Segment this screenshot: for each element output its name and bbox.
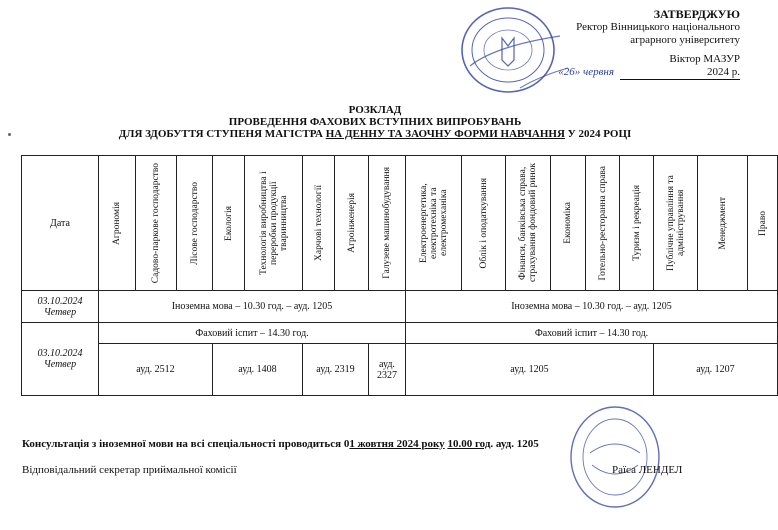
date-header: Дата xyxy=(22,156,99,291)
column-header: Електроенергетика, електротехніка та електромеханіка xyxy=(406,156,462,291)
consult-post: . ауд. 1205 xyxy=(490,438,539,450)
column-header: Публічне управління та адміністрування xyxy=(654,156,698,291)
secretary-role: Відповідальний секретар приймальної комісії xyxy=(22,464,237,476)
column-header: Туризм і рекреація xyxy=(620,156,654,291)
consult-time: 10.00 год xyxy=(447,438,491,450)
title-line3-underlined: НА ДЕННУ ТА ЗАОЧНУ ФОРМИ НАВЧАННЯ xyxy=(325,128,565,140)
title-line3-pre: ДЛЯ ЗДОБУТТЯ СТУПЕНЯ МАГІСТРА xyxy=(118,128,326,140)
row2-date-value: 03.10.2024 xyxy=(37,348,83,359)
document-title xyxy=(60,104,690,140)
room-cell: ауд. 1205 xyxy=(406,344,654,396)
title-line1: РОЗКЛАД xyxy=(348,104,402,116)
row1-right-text: Іноземна мова – 10.30 год. – xyxy=(511,301,631,312)
column-header: Фінанси, банківська справа, страхування фондовий ринок xyxy=(506,156,551,291)
column-header: Агрономія xyxy=(99,156,136,291)
column-header: Менеджмент xyxy=(698,156,748,291)
title-line2: ПРОВЕДЕННЯ ФАХОВИХ ВСТУПНИХ ВИПРОБУВАНЬ xyxy=(228,116,522,128)
consultation-note xyxy=(22,438,539,450)
consult-pre: Консультація з іноземної мови на всі спеціальності проводиться 0 xyxy=(22,438,350,450)
scan-dot xyxy=(8,133,11,136)
column-header: Готельно-ресторанна справа xyxy=(586,156,620,291)
column-header: Екологія xyxy=(213,156,245,291)
row1-date xyxy=(22,291,99,323)
column-header: Право xyxy=(748,156,778,291)
approval-signer: Віктор МАЗУР xyxy=(669,53,740,65)
room-cell: ауд. 2327 xyxy=(369,344,406,396)
table-row xyxy=(22,323,778,344)
row2-day: Четвер xyxy=(43,359,77,370)
column-header: Економіка xyxy=(551,156,586,291)
row1-right-room: ауд. 1205 xyxy=(630,301,672,312)
column-header: Лісове господарство xyxy=(177,156,213,291)
column-header: Агроінженерія xyxy=(335,156,369,291)
row1-left-text: Іноземна мова – 10.30 год. – xyxy=(171,301,292,312)
column-header: Технологія виробництва і переробки продукції тваринництва xyxy=(245,156,303,291)
admissions-stamp-icon xyxy=(560,395,670,515)
room-cell: ауд. 2512 xyxy=(99,344,213,396)
row2-right-exam: Фаховий іспит – 14.30 год. xyxy=(406,323,778,344)
column-header: Галузеве машинобудування xyxy=(369,156,406,291)
room-cell: ауд. 1408 xyxy=(213,344,303,396)
title-line3 xyxy=(60,128,690,140)
approval-title: ЗАТВЕРДЖУЮ xyxy=(653,7,740,21)
approval-year: 2024 р. xyxy=(620,66,740,80)
schedule-table xyxy=(21,155,778,396)
table-row xyxy=(22,344,778,396)
approval-block xyxy=(470,8,740,80)
column-header: Облік і оподаткування xyxy=(462,156,506,291)
title-line3-post: У 2024 РОЦІ xyxy=(564,128,632,140)
table-row xyxy=(22,291,778,323)
room-cell: ауд. 1207 xyxy=(654,344,778,396)
room-cell: ауд. 2319 xyxy=(303,344,369,396)
row2-left-exam: Фаховий іспит – 14.30 год. xyxy=(99,323,406,344)
row1-date-value: 03.10.2024 xyxy=(37,295,83,307)
column-header: Харчові технології xyxy=(303,156,335,291)
row1-left-cell xyxy=(99,291,406,323)
approval-line2: аграрного університету xyxy=(630,34,740,46)
row2-date xyxy=(22,323,99,396)
row1-left-room: ауд. 1205 xyxy=(291,301,333,312)
approval-line1: Ректор Вінницького національного xyxy=(576,21,740,33)
secretary-name: Раїса ЛЕНДЕЛ xyxy=(612,464,683,476)
consult-date: 1 жовтня 2024 року xyxy=(349,438,445,450)
column-header: Садово-паркове господарство xyxy=(136,156,177,291)
signature-date: «26» червня xyxy=(558,66,614,78)
table-header-row xyxy=(22,156,778,291)
row1-right-cell xyxy=(406,291,778,323)
row1-day: Четвер xyxy=(43,306,77,318)
